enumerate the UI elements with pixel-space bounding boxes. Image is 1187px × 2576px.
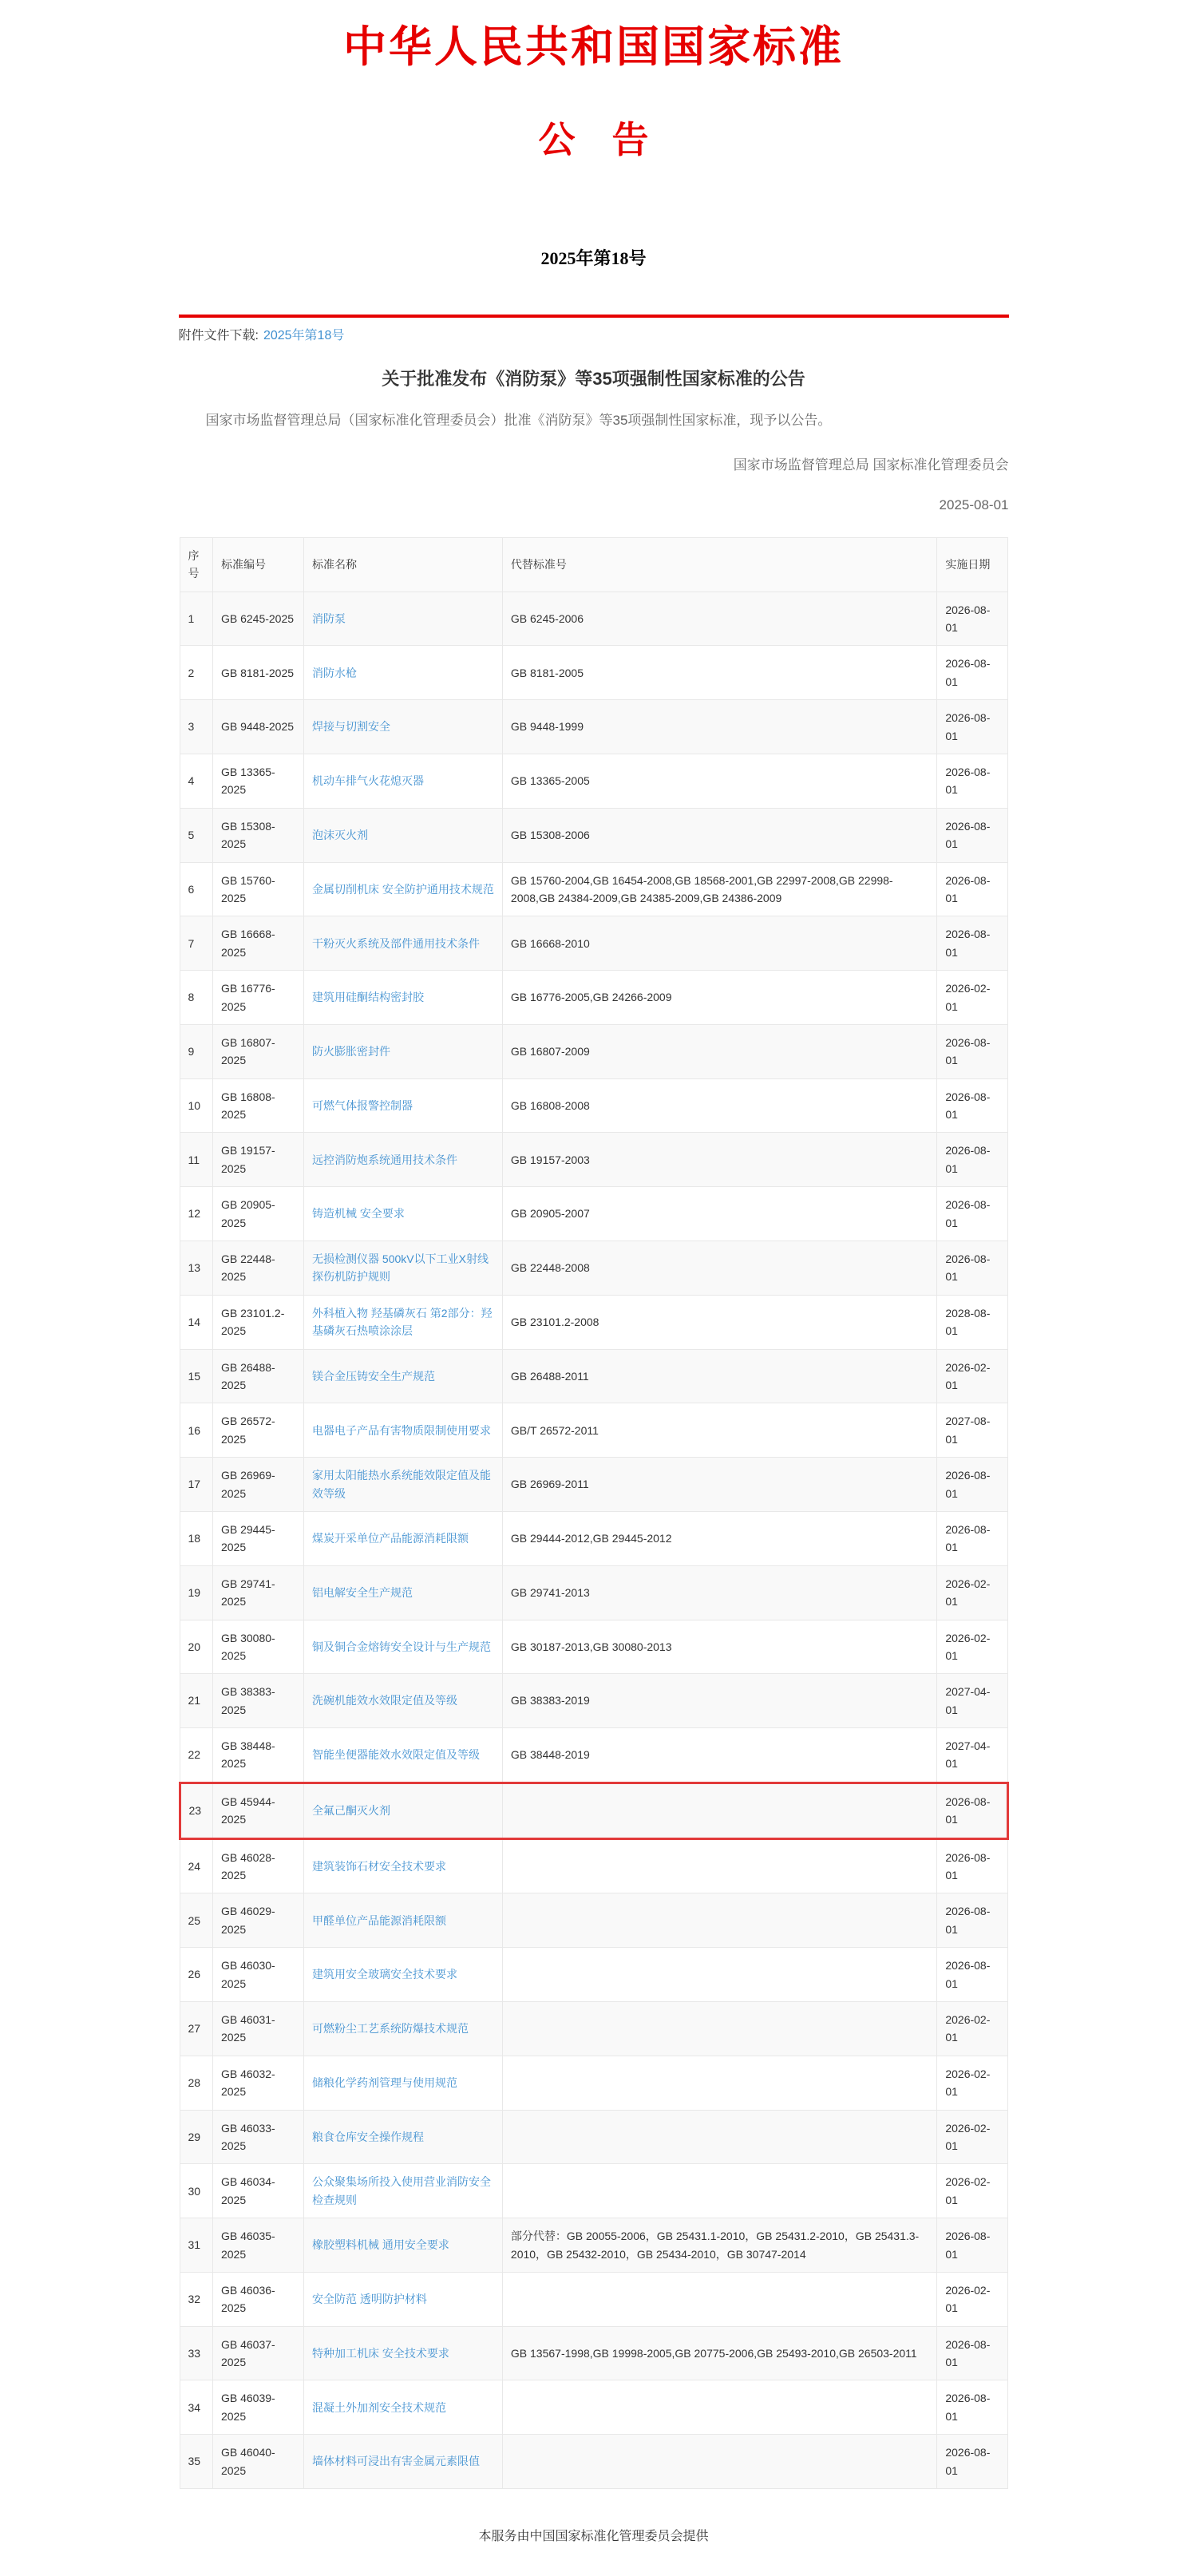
cell-name: [304, 1295, 503, 1349]
cell-name: [304, 1620, 503, 1674]
table-row: [180, 971, 1007, 1025]
cell-replaced: [502, 2056, 936, 2110]
cell-replaced: GB 13365-2005: [502, 754, 936, 809]
cell-code: GB 16808-2025: [212, 1078, 303, 1133]
cell-code: GB 46030-2025: [212, 1948, 303, 2002]
cell-replaced: GB 13567-1998,GB 19998-2005,GB 20775-2006,GB 25493-2010,GB 26503-2011: [502, 2326, 936, 2380]
cell-seq: 26: [180, 1948, 212, 2002]
footer-provider: 本服务由中国国家标准化管理委员会提供: [478, 2530, 709, 2544]
cell-replaced: GB 15308-2006: [502, 808, 936, 862]
cell-replaced: GB 16807-2009: [502, 1024, 936, 1078]
cell-code: GB 6245-2025: [212, 592, 303, 646]
table-row: [180, 646, 1007, 700]
cell-date: 2026-08-01: [937, 592, 1007, 646]
standard-name-link[interactable]: 焊接与切割安全: [312, 720, 391, 734]
cell-name: [304, 1349, 503, 1403]
standard-name-link[interactable]: 铜及铜合金熔铸安全设计与生产规范: [312, 1640, 492, 1653]
column-header-seq: 序号: [180, 537, 212, 592]
cell-code: GB 46031-2025: [212, 2001, 303, 2056]
cell-date: 2026-08-01: [937, 1078, 1007, 1133]
table-row: [180, 2056, 1007, 2110]
cell-replaced: GB 38383-2019: [502, 1674, 936, 1728]
cell-replaced: [502, 2110, 936, 2164]
cell-seq: 32: [180, 2272, 212, 2326]
cell-seq: 2: [180, 646, 212, 700]
cell-date: 2026-08-01: [937, 1511, 1007, 1565]
cell-date: 2026-08-01: [937, 1133, 1007, 1187]
cell-name: [304, 1893, 503, 1948]
cell-code: GB 22448-2025: [212, 1241, 303, 1296]
cell-code: GB 46032-2025: [212, 2056, 303, 2110]
cell-code: GB 46035-2025: [212, 2218, 303, 2273]
cell-name: [304, 700, 503, 754]
standard-name-link[interactable]: 外科植入物 羟基磷灰石 第2部分：羟基磷灰石热喷涂涂层: [312, 1306, 493, 1338]
cell-replaced: GB 26969-2011: [502, 1458, 936, 1512]
cell-replaced: [502, 1783, 936, 1838]
cell-seq: 35: [180, 2435, 212, 2489]
cell-replaced: GB 29741-2013: [502, 1565, 936, 1620]
table-row: [180, 2435, 1007, 2489]
table-row: [180, 1187, 1007, 1241]
cell-code: GB 15308-2025: [212, 808, 303, 862]
cell-seq: 16: [180, 1403, 212, 1458]
standard-name-link[interactable]: 防火膨胀密封件: [312, 1045, 391, 1058]
cell-seq: 9: [180, 1024, 212, 1078]
cell-replaced: GB 16668-2010: [502, 916, 936, 971]
cell-replaced: 部分代替：GB 20055-2006，GB 25431.1-2010，GB 25431.2-2010，GB 25431.3-2010，GB 25432-2010，GB 25434-2010，GB 30747-2014: [502, 2218, 936, 2273]
cell-date: 2026-08-01: [937, 1458, 1007, 1512]
cell-date: 2026-08-01: [937, 754, 1007, 809]
cell-code: GB 8181-2025: [212, 646, 303, 700]
cell-name: [304, 1783, 503, 1838]
standard-name-link[interactable]: 智能坐便器能效水效限定值及等级: [312, 1748, 481, 1762]
standard-name-link[interactable]: 洗碗机能效水效限定值及等级: [312, 1694, 458, 1707]
cell-replaced: GB 38448-2019: [502, 1728, 936, 1783]
cell-name: [304, 1838, 503, 1893]
cell-code: GB 29741-2025: [212, 1565, 303, 1620]
cell-name: [304, 1458, 503, 1512]
cell-seq: 33: [180, 2326, 212, 2380]
cell-replaced: [502, 2380, 936, 2435]
cell-date: 2026-02-01: [937, 1349, 1007, 1403]
table-row: [180, 1403, 1007, 1458]
cell-name: [304, 1187, 503, 1241]
table-row: [180, 2272, 1007, 2326]
table-header-row: [180, 537, 1007, 592]
cell-seq: 29: [180, 2110, 212, 2164]
table-row: [180, 2218, 1007, 2273]
cell-date: 2027-04-01: [937, 1674, 1007, 1728]
cell-seq: 7: [180, 916, 212, 971]
column-header-date: 实施日期: [937, 537, 1007, 592]
standard-name-link[interactable]: 消防泵: [312, 611, 346, 625]
table-row: [180, 1674, 1007, 1728]
table-row: [180, 1565, 1007, 1620]
cell-seq: 8: [180, 971, 212, 1025]
cell-name: [304, 2001, 503, 2056]
table-row: [180, 1458, 1007, 1512]
cell-seq: 15: [180, 1349, 212, 1403]
table-row: [180, 700, 1007, 754]
table-row: [180, 2001, 1007, 2056]
table-row: [180, 1620, 1007, 1674]
cell-name: [304, 646, 503, 700]
cell-replaced: GB 29444-2012,GB 29445-2012: [502, 1511, 936, 1565]
standard-name-link[interactable]: 全氟己酮灭火剂: [312, 1804, 391, 1818]
cell-name: [304, 971, 503, 1025]
cell-replaced: GB/T 26572-2011: [502, 1403, 936, 1458]
cell-replaced: GB 15760-2004,GB 16454-2008,GB 18568-2001,GB 22997-2008,GB 22998-2008,GB 24384-2009,GB 24385-2009,GB 24386-2009: [502, 862, 936, 916]
cell-code: GB 15760-2025: [212, 862, 303, 916]
table-row: [180, 2326, 1007, 2380]
cell-seq: 25: [180, 1893, 212, 1948]
cell-code: GB 46029-2025: [212, 1893, 303, 1948]
table-row: [180, 1948, 1007, 2002]
cell-date: 2026-02-01: [937, 2272, 1007, 2326]
cell-code: GB 16668-2025: [212, 916, 303, 971]
cell-date: 2026-08-01: [937, 2380, 1007, 2435]
cell-name: [304, 1133, 503, 1187]
cell-code: GB 26572-2025: [212, 1403, 303, 1458]
cell-seq: 6: [180, 862, 212, 916]
column-header-code: 标准编号: [212, 537, 303, 592]
cell-date: 2026-08-01: [937, 1241, 1007, 1296]
cell-replaced: [502, 1948, 936, 2002]
cell-name: [304, 1078, 503, 1133]
table-row: [180, 1838, 1007, 1893]
cell-date: 2026-02-01: [937, 1620, 1007, 1674]
cell-seq: 12: [180, 1187, 212, 1241]
standard-name-link[interactable]: 电器电子产品有害物质限制使用要求: [312, 1423, 492, 1437]
page-subtitle: 公 告: [538, 120, 649, 160]
standard-name-link[interactable]: 橡胶塑料机械 通用安全要求: [312, 2238, 449, 2252]
cell-name: [304, 2164, 503, 2218]
cell-name: [304, 2110, 503, 2164]
standard-name-link[interactable]: 泡沫灭火剂: [312, 828, 369, 841]
standard-name-link[interactable]: 消防水枪: [312, 666, 358, 679]
standard-name-link[interactable]: 可燃气体报警控制器: [312, 1098, 413, 1112]
cell-name: [304, 1948, 503, 2002]
cell-replaced: GB 23101.2-2008: [502, 1295, 936, 1349]
cell-name: [304, 2272, 503, 2326]
announcement-date: 2025-08-01: [939, 497, 1009, 512]
cell-name: [304, 1241, 503, 1296]
standard-name-link[interactable]: 干粉灭火系统及部件通用技术条件: [312, 936, 481, 950]
cell-replaced: GB 16808-2008: [502, 1078, 936, 1133]
standard-name-link[interactable]: 无损检测仪器 500kV以下工业X射线探伤机防护规则: [312, 1252, 489, 1284]
table-row: [180, 1133, 1007, 1187]
table-row: [180, 592, 1007, 646]
cell-seq: 28: [180, 2056, 212, 2110]
cell-date: 2026-08-01: [937, 1187, 1007, 1241]
cell-code: GB 20905-2025: [212, 1187, 303, 1241]
attachment-row: [179, 318, 1009, 348]
cell-date: 2026-08-01: [937, 1024, 1007, 1078]
standard-name-link[interactable]: 远控消防炮系统通用技术条件: [312, 1153, 458, 1166]
cell-name: [304, 2326, 503, 2380]
cell-name: [304, 1728, 503, 1783]
table-row: [180, 1078, 1007, 1133]
table-row: [180, 1295, 1007, 1349]
page-content: [179, 13, 1009, 2544]
table-row: [180, 1511, 1007, 1565]
cell-seq: 34: [180, 2380, 212, 2435]
table-row: [180, 2380, 1007, 2435]
cell-code: GB 46039-2025: [212, 2380, 303, 2435]
cell-seq: 23: [180, 1783, 212, 1838]
cell-name: [304, 2435, 503, 2489]
cell-replaced: GB 16776-2005,GB 24266-2009: [502, 971, 936, 1025]
standard-name-link[interactable]: 铝电解安全生产规范: [312, 1585, 413, 1599]
table-row: [180, 808, 1007, 862]
cell-code: GB 38448-2025: [212, 1728, 303, 1783]
table-row: [180, 754, 1007, 809]
cell-date: 2028-08-01: [937, 1295, 1007, 1349]
cell-date: 2026-08-01: [937, 1893, 1007, 1948]
standard-name-link[interactable]: 甲醛单位产品能源消耗限额: [312, 1913, 447, 1927]
standard-name-link[interactable]: 安全防范 透明防护材料: [312, 2293, 427, 2306]
cell-code: GB 46037-2025: [212, 2326, 303, 2380]
standard-name-link[interactable]: 墙体材料可浸出有害金属元素限值: [312, 2455, 481, 2468]
cell-code: GB 38383-2025: [212, 1674, 303, 1728]
cell-code: GB 13365-2025: [212, 754, 303, 809]
cell-code: GB 16807-2025: [212, 1024, 303, 1078]
table-row: [180, 1783, 1007, 1838]
cell-replaced: GB 19157-2003: [502, 1133, 936, 1187]
standard-name-link[interactable]: 建筑装饰石材安全技术要求: [312, 1859, 447, 1873]
standard-name-link[interactable]: 储粮化学药剂管理与使用规范: [312, 2075, 458, 2089]
cell-code: GB 23101.2-2025: [212, 1295, 303, 1349]
cell-date: 2026-08-01: [937, 808, 1007, 862]
announcement-heading: 关于批准发布《消防泵》等35项强制性国家标准的公告: [382, 369, 805, 389]
standard-name-link[interactable]: 公众聚集场所投入使用营业消防安全检查规则: [312, 2175, 492, 2206]
cell-name: [304, 808, 503, 862]
cell-replaced: [502, 2164, 936, 2218]
cell-code: GB 45944-2025: [212, 1783, 303, 1838]
cell-seq: 22: [180, 1728, 212, 1783]
column-header-name: 标准名称: [304, 537, 503, 592]
cell-name: [304, 2056, 503, 2110]
cell-code: GB 30080-2025: [212, 1620, 303, 1674]
cell-seq: 21: [180, 1674, 212, 1728]
cell-name: [304, 2380, 503, 2435]
cell-name: [304, 754, 503, 809]
cell-replaced: [502, 1893, 936, 1948]
cell-date: 2026-02-01: [937, 2001, 1007, 2056]
cell-seq: 1: [180, 592, 212, 646]
standard-name-link[interactable]: 铸造机械 安全要求: [312, 1207, 405, 1221]
cell-seq: 27: [180, 2001, 212, 2056]
attachment-download-link[interactable]: 2025年第18号: [263, 329, 345, 342]
cell-seq: 24: [180, 1838, 212, 1893]
cell-replaced: [502, 2435, 936, 2489]
cell-name: [304, 1024, 503, 1078]
column-header-replaced: 代替标准号: [502, 537, 936, 592]
standards-table: [179, 537, 1009, 2489]
attachment-label: 附件文件下载:: [178, 329, 259, 342]
cell-code: GB 46033-2025: [212, 2110, 303, 2164]
standard-name-link[interactable]: 家用太阳能热水系统能效限定值及能效等级: [312, 1469, 492, 1500]
issue-number: 2025年第18号: [540, 248, 647, 268]
cell-name: [304, 1511, 503, 1565]
table-row: [180, 1241, 1007, 1296]
cell-replaced: GB 9448-1999: [502, 700, 936, 754]
cell-date: 2026-08-01: [937, 646, 1007, 700]
cell-date: 2026-08-01: [937, 862, 1007, 916]
cell-replaced: GB 20905-2007: [502, 1187, 936, 1241]
standard-name-link[interactable]: 建筑用安全玻璃安全技术要求: [312, 1968, 458, 1981]
cell-date: 2026-02-01: [937, 1565, 1007, 1620]
standard-name-link[interactable]: 煤炭开采单位产品能源消耗限额: [312, 1532, 469, 1545]
announcement-signature: 国家市场监督管理总局 国家标准化管理委员会: [733, 457, 1009, 473]
cell-seq: 20: [180, 1620, 212, 1674]
cell-date: 2026-08-01: [937, 1783, 1007, 1838]
cell-seq: 17: [180, 1458, 212, 1512]
cell-code: GB 46034-2025: [212, 2164, 303, 2218]
cell-code: GB 19157-2025: [212, 1133, 303, 1187]
cell-seq: 10: [180, 1078, 212, 1133]
cell-name: [304, 862, 503, 916]
cell-seq: 11: [180, 1133, 212, 1187]
cell-code: GB 26969-2025: [212, 1458, 303, 1512]
page-title: 中华人民共和国国家标准: [343, 23, 844, 71]
cell-replaced: [502, 1838, 936, 1893]
cell-date: 2026-08-01: [937, 2326, 1007, 2380]
table-row: [180, 1349, 1007, 1403]
cell-date: 2026-08-01: [937, 2218, 1007, 2273]
cell-replaced: [502, 2272, 936, 2326]
cell-name: [304, 916, 503, 971]
table-row: [180, 1893, 1007, 1948]
table-row: [180, 2164, 1007, 2218]
announcement-body: 国家市场监督管理总局（国家标准化管理委员会）批准《消防泵》等35项强制性国家标准，现予以公告。: [205, 413, 832, 428]
cell-name: [304, 592, 503, 646]
table-row: [180, 1024, 1007, 1078]
cell-seq: 4: [180, 754, 212, 809]
cell-date: 2026-08-01: [937, 700, 1007, 754]
cell-name: [304, 1565, 503, 1620]
standard-name-link[interactable]: 特种加工机床 安全技术要求: [312, 2346, 449, 2360]
cell-replaced: GB 26488-2011: [502, 1349, 936, 1403]
cell-replaced: GB 30187-2013,GB 30080-2013: [502, 1620, 936, 1674]
cell-date: 2026-02-01: [937, 2164, 1007, 2218]
cell-date: 2026-02-01: [937, 971, 1007, 1025]
cell-replaced: GB 8181-2005: [502, 646, 936, 700]
standards-table-body: [180, 592, 1007, 2488]
cell-date: 2026-02-01: [937, 2110, 1007, 2164]
cell-replaced: GB 22448-2008: [502, 1241, 936, 1296]
cell-seq: 19: [180, 1565, 212, 1620]
cell-code: GB 26488-2025: [212, 1349, 303, 1403]
cell-code: GB 46036-2025: [212, 2272, 303, 2326]
standard-name-link[interactable]: 镁合金压铸安全生产规范: [312, 1369, 436, 1383]
cell-seq: 13: [180, 1241, 212, 1296]
cell-name: [304, 2218, 503, 2273]
cell-code: GB 16776-2025: [212, 971, 303, 1025]
cell-name: [304, 1674, 503, 1728]
cell-date: 2026-08-01: [937, 2435, 1007, 2489]
cell-date: 2026-02-01: [937, 2056, 1007, 2110]
cell-seq: 18: [180, 1511, 212, 1565]
cell-date: 2027-08-01: [937, 1403, 1007, 1458]
table-row: [180, 862, 1007, 916]
standard-name-link[interactable]: 可燃粉尘工艺系统防爆技术规范: [312, 2022, 469, 2036]
cell-seq: 5: [180, 808, 212, 862]
cell-code: GB 46040-2025: [212, 2435, 303, 2489]
cell-replaced: [502, 2001, 936, 2056]
cell-date: 2026-08-01: [937, 1838, 1007, 1893]
cell-name: [304, 1403, 503, 1458]
cell-seq: 3: [180, 700, 212, 754]
table-row: [180, 1728, 1007, 1783]
table-row: [180, 2110, 1007, 2164]
standard-name-link[interactable]: 粮食仓库安全操作规程: [312, 2130, 425, 2143]
cell-code: GB 46028-2025: [212, 1838, 303, 1893]
cell-date: 2027-04-01: [937, 1728, 1007, 1783]
standard-name-link[interactable]: 建筑用硅酮结构密封胶: [312, 991, 425, 1004]
cell-code: GB 9448-2025: [212, 700, 303, 754]
cell-replaced: GB 6245-2006: [502, 592, 936, 646]
cell-seq: 14: [180, 1295, 212, 1349]
standard-name-link[interactable]: 机动车排气火花熄灭器: [312, 774, 425, 788]
cell-date: 2026-08-01: [937, 916, 1007, 971]
cell-date: 2026-08-01: [937, 1948, 1007, 2002]
cell-seq: 31: [180, 2218, 212, 2273]
cell-code: GB 29445-2025: [212, 1511, 303, 1565]
standard-name-link[interactable]: 混凝土外加剂安全技术规范: [312, 2400, 447, 2414]
table-row: [180, 916, 1007, 971]
standard-name-link[interactable]: 金属切削机床 安全防护通用技术规范: [312, 882, 494, 896]
cell-seq: 30: [180, 2164, 212, 2218]
